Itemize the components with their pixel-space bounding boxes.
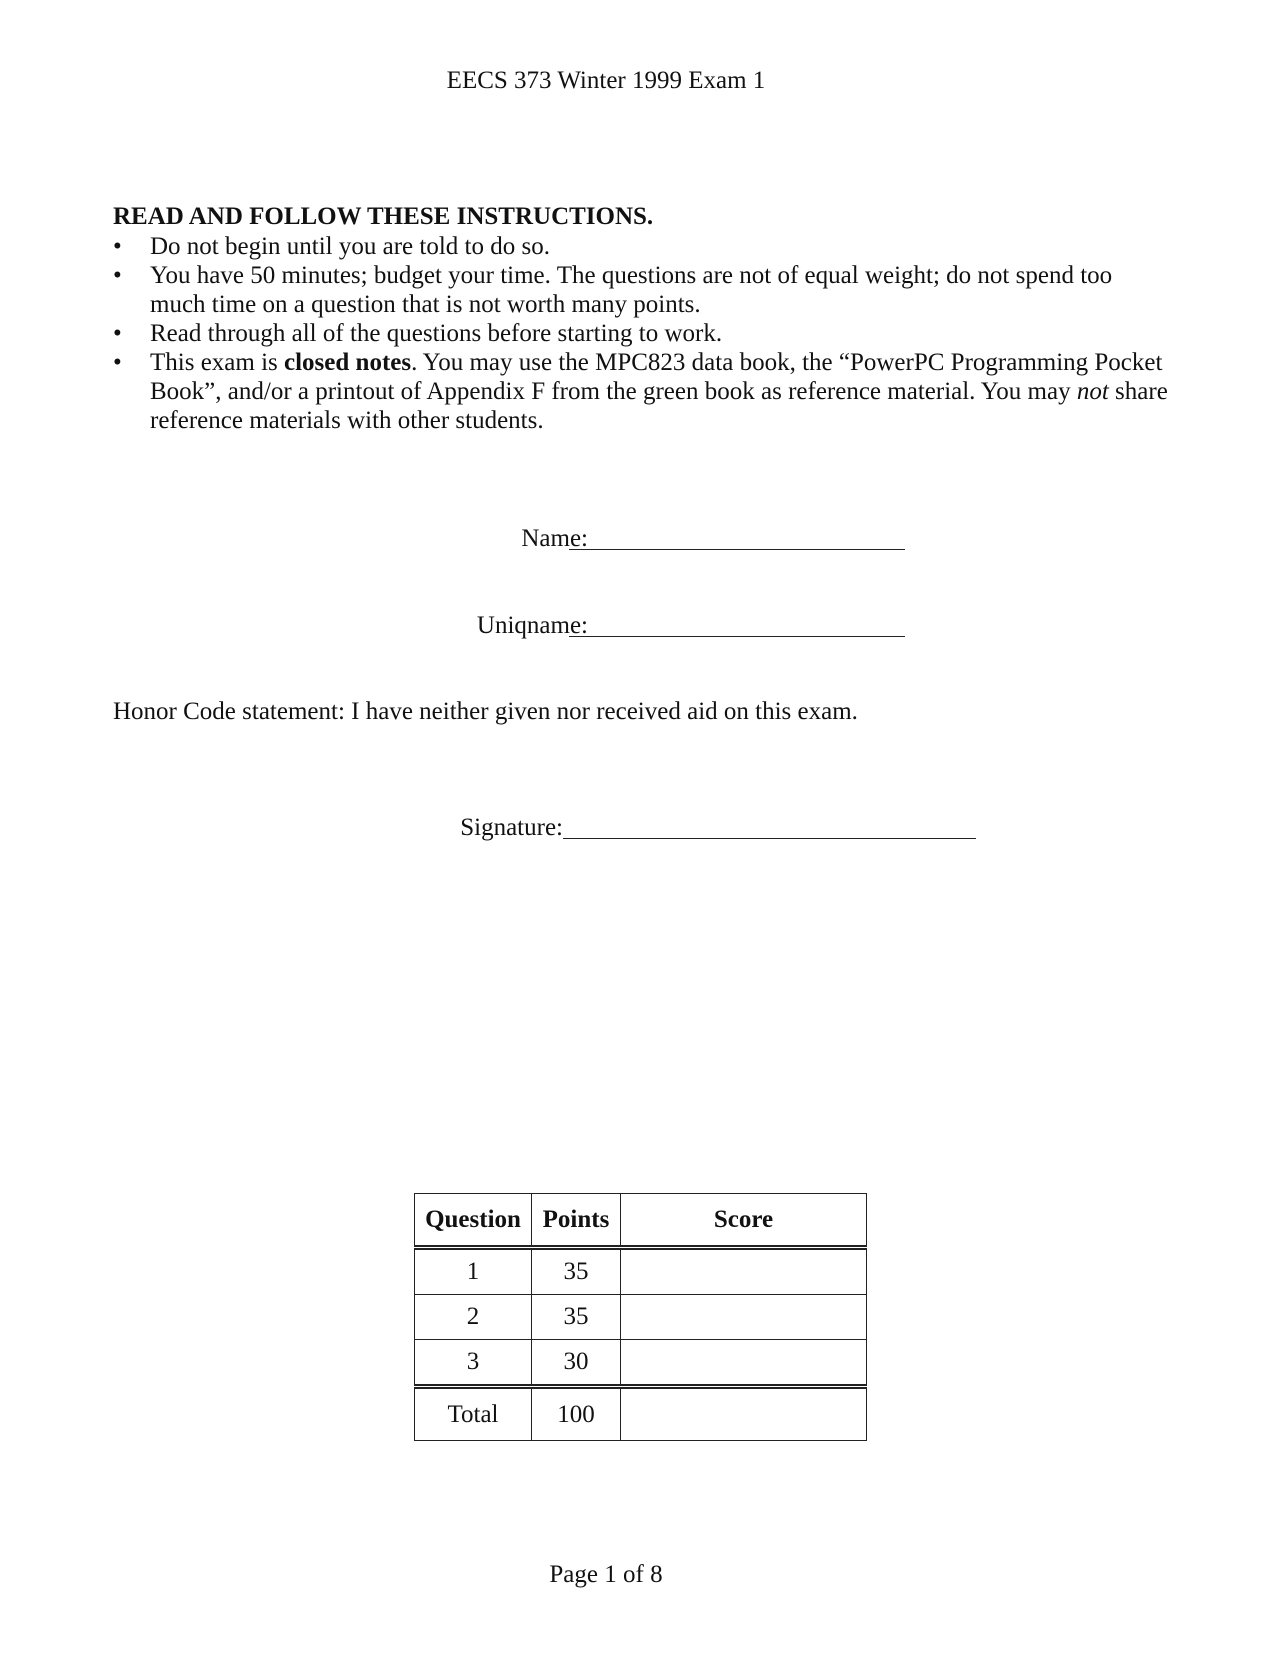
instruction-text-part: share reference materials with other students. xyxy=(150,378,1168,434)
name-label: Name: xyxy=(521,525,588,552)
name-field[interactable] xyxy=(569,527,905,550)
score-cell[interactable] xyxy=(621,1295,867,1340)
instruction-text xyxy=(150,349,1168,434)
uniqname-label: Uniqname: xyxy=(476,612,588,639)
table-row xyxy=(415,1295,867,1340)
signature-label: Signature: xyxy=(460,814,563,841)
instruction-text: Read through all of the questions before starting to work. xyxy=(150,320,723,347)
list-item xyxy=(113,348,1173,435)
question-points: 35 xyxy=(532,1295,621,1340)
exam-title: EECS 373 Winter 1999 Exam 1 xyxy=(446,67,766,94)
score-cell[interactable] xyxy=(621,1340,867,1387)
question-number: 2 xyxy=(415,1295,532,1340)
total-points: 100 xyxy=(532,1387,621,1441)
list-item xyxy=(113,232,1173,261)
score-cell[interactable] xyxy=(621,1248,867,1295)
question-points: 35 xyxy=(532,1248,621,1295)
table-row xyxy=(415,1340,867,1387)
bullet-icon: • xyxy=(113,233,122,260)
instruction-text: Do not begin until you are told to do so. xyxy=(150,233,550,260)
score-table xyxy=(414,1193,867,1441)
list-item xyxy=(113,261,1173,319)
instruction-text-part: . You may use the MPC823 data book, the “PowerPC Programming Pocket Book”, and/or a printout of Appendix F from the green book as reference material. You may xyxy=(150,349,1163,405)
bullet-icon: • xyxy=(113,320,122,347)
instructions-list xyxy=(113,232,1173,435)
not-emphasis: not xyxy=(1076,378,1109,405)
question-number: 1 xyxy=(415,1248,532,1295)
table-row xyxy=(415,1248,867,1295)
instructions-heading: READ AND FOLLOW THESE INSTRUCTIONS. xyxy=(113,203,654,230)
instruction-text-part: This exam is xyxy=(150,349,285,376)
instruction-text: You have 50 minutes; budget your time. The questions are not of equal weight; do not spend too much time on a question that is not worth many points. xyxy=(150,262,1113,318)
question-points: 30 xyxy=(532,1340,621,1387)
uniqname-field[interactable] xyxy=(569,614,905,637)
signature-field[interactable] xyxy=(563,816,976,839)
table-header-row xyxy=(415,1194,867,1248)
column-header-points: Points xyxy=(532,1194,621,1248)
page-number: Page 1 of 8 xyxy=(549,1561,663,1588)
closed-notes-emphasis: closed notes xyxy=(284,349,412,376)
column-header-question: Question xyxy=(415,1194,532,1248)
list-item xyxy=(113,319,1173,348)
bullet-icon: • xyxy=(113,262,122,289)
total-label: Total xyxy=(415,1387,532,1441)
bullet-icon: • xyxy=(113,349,122,376)
total-score-cell[interactable] xyxy=(621,1387,867,1441)
question-number: 3 xyxy=(415,1340,532,1387)
total-row xyxy=(415,1387,867,1441)
column-header-score: Score xyxy=(621,1194,867,1248)
signature-field-row xyxy=(460,813,563,843)
honor-code-statement: Honor Code statement: I have neither given nor received aid on this exam. xyxy=(113,698,858,725)
